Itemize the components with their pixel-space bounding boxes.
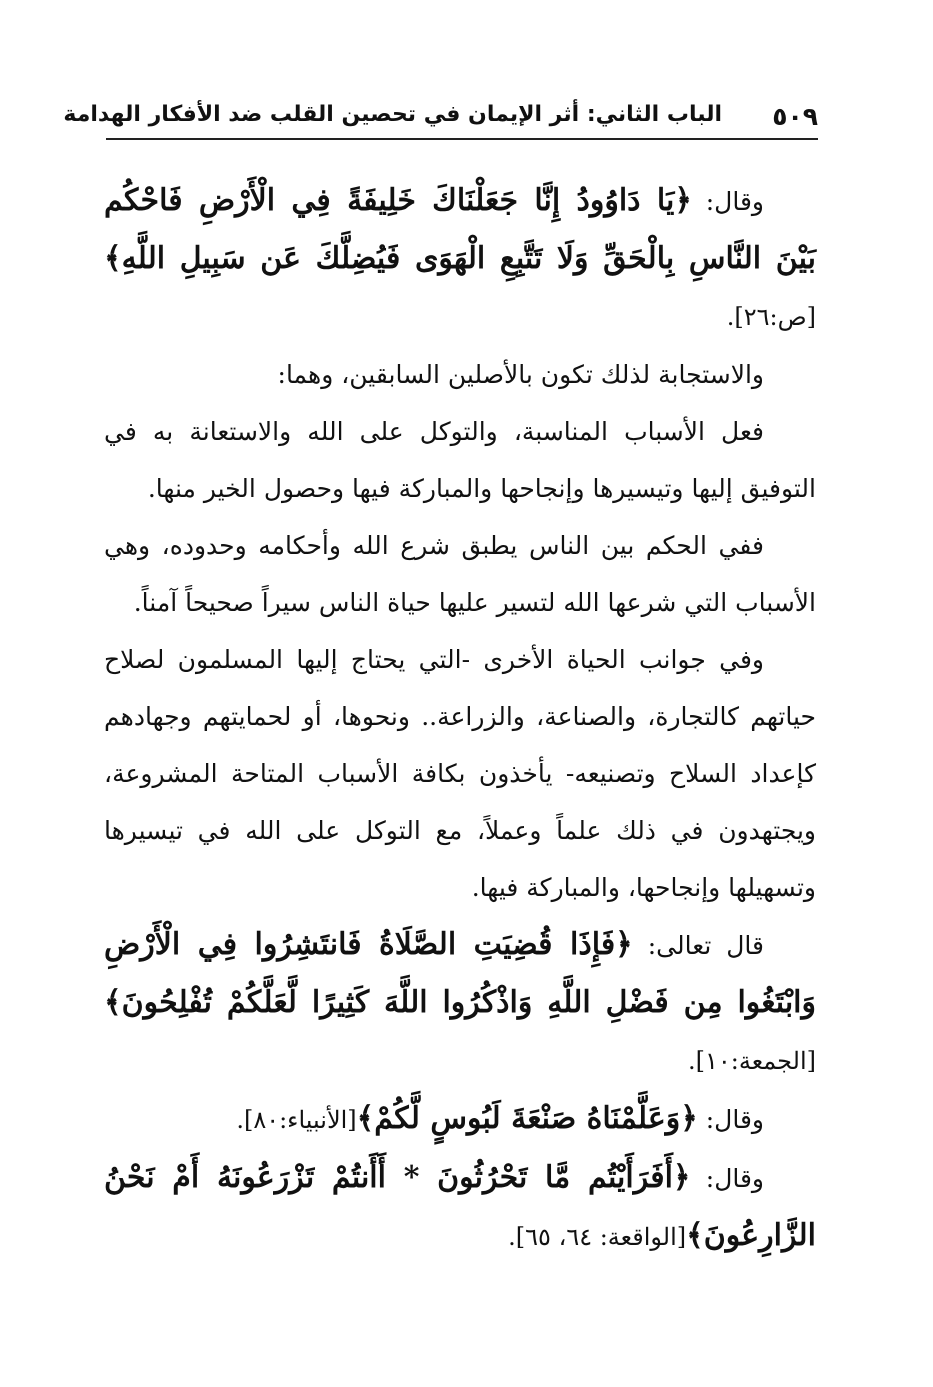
verse-reference: [الجمعة:١٠]. xyxy=(687,1047,816,1075)
page-body xyxy=(104,172,816,1266)
intro-text: وقال: xyxy=(690,1164,764,1193)
intro-text: وقال: xyxy=(697,1105,764,1134)
intro-text: وقال: xyxy=(691,187,764,216)
paragraph-waqiah-verse xyxy=(104,1149,816,1266)
paragraph-judgment: ففي الحكم بين الناس يطبق شرع الله وأحكامه وحدوده، وهي الأسباب التي شرعها الله لتسير عليها حياة الناس سيراً صحيحاً آمناً. xyxy=(104,531,816,617)
verse-reference: [ص:٢٦]. xyxy=(726,303,816,331)
running-title: الباب الثاني: أثر الإيمان في تحصين القلب ضد الأفكار الهدامة xyxy=(63,102,722,127)
paragraph-dawud-verse xyxy=(104,172,816,346)
paragraph-jumuah-verse xyxy=(104,916,816,1090)
intro-text: قال تعالى: xyxy=(632,931,764,960)
paragraph-response: والاستجابة لذلك تكون بالأصلين السابقين، وهما: xyxy=(277,360,764,389)
verse-reference: [الأنبياء:٨٠]. xyxy=(236,1106,357,1134)
page-header xyxy=(63,88,818,140)
quran-verse: ﴿فَإِذَا قُضِيَتِ الصَّلَاةُ فَانتَشِرُوا فِي الْأَرْضِ وَابْتَغُوا مِن فَضْلِ اللَّهِ وَاذْكُرُوا اللَّهَ كَثِيرًا لَّعَلَّكُمْ تُفْلِحُونَ﴾ xyxy=(104,927,816,1020)
quran-verse: ﴿أَفَرَأَيْتُم مَّا تَحْرُثُونَ * أَأَنتُمْ تَزْرَعُونَهُ أَمْ نَحْنُ الزَّارِعُونَ﴾ xyxy=(104,1160,816,1253)
page-number: ٥٠٩ xyxy=(772,102,818,131)
quran-verse: ﴿يَا دَاوُودُ إِنَّا جَعَلْنَاكَ خَلِيفَةً فِي الْأَرْضِ فَاحْكُم بَيْنَ النَّاسِ بِالْحَقِّ وَلَا تَتَّبِعِ الْهَوَى فَيُضِلَّكَ عَن سَبِيلِ اللَّهِ﴾ xyxy=(104,183,816,276)
verse-reference: [الواقعة: ٦٤، ٦٥]. xyxy=(508,1223,687,1251)
paragraph-anbiya-verse xyxy=(104,1090,816,1149)
quran-verse: ﴿وَعَلَّمْنَاهُ صَنْعَةَ لَبُوسٍ لَّكُمْ﴾ xyxy=(356,1101,698,1136)
paragraph-causes: فعل الأسباب المناسبة، والتوكل على الله والاستعانة به في التوفيق إليها وتيسيرها وإنجاحها والمباركة فيها وحصول الخير منها. xyxy=(104,417,816,503)
paragraph-life-aspects: وفي جوانب الحياة الأخرى -التي يحتاج إليها المسلمون لصلاح حياتهم كالتجارة، والصناعة، والزراعة.. ونحوها، أو لحمايتهم وجهادهم كإعداد السلاح وتصنيعه- يأخذون بكافة الأسباب المتاحة المشروعة، ويجتهدون في ذلك علماً وعملاً، مع التوكل على الله في تيسيرها وتسهيلها وإنجاحها، والمباركة فيها. xyxy=(104,645,816,902)
